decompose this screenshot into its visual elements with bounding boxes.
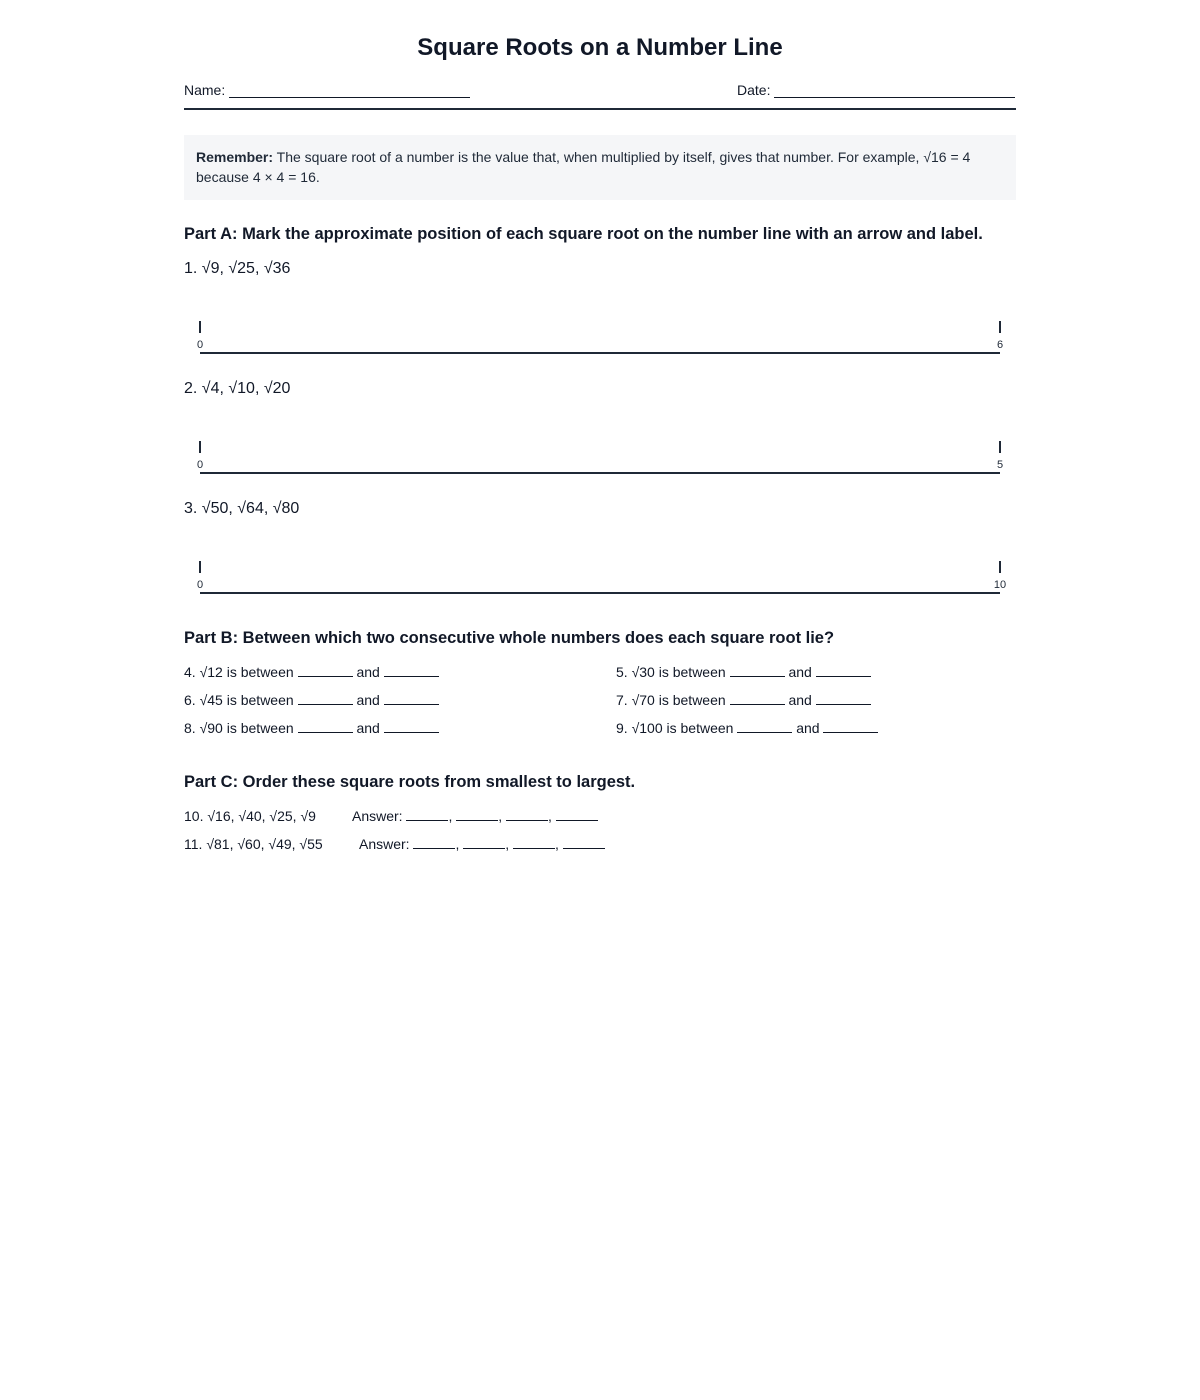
question-7 <box>616 690 871 710</box>
answer-blank-1[interactable] <box>406 806 448 821</box>
question-11 <box>184 834 1016 854</box>
question-9 <box>616 718 878 738</box>
date-label: Date: <box>737 82 771 98</box>
upper-blank[interactable] <box>384 690 439 705</box>
square-root: √45 <box>199 692 223 708</box>
answer-area: Answer: , , , <box>352 806 598 826</box>
name-date-bar <box>184 80 1016 110</box>
and-text: and <box>788 692 812 708</box>
between-text: is between <box>658 664 726 680</box>
upper-blank[interactable] <box>816 690 871 705</box>
name-label: Name: <box>184 82 226 98</box>
lower-blank[interactable] <box>730 690 785 705</box>
square-root: √12 <box>199 664 223 680</box>
between-text: is between <box>226 692 294 708</box>
upper-blank[interactable] <box>816 662 871 677</box>
max-label: 6 <box>996 339 1004 351</box>
lower-blank[interactable] <box>298 690 353 705</box>
question-2-label: 2. √4, √10, √20 <box>184 380 291 397</box>
lower-blank[interactable] <box>730 662 785 677</box>
question-5 <box>616 662 871 682</box>
answer-blank-4[interactable] <box>563 834 605 849</box>
name-field <box>184 82 470 98</box>
square-root: √100 <box>631 720 663 736</box>
part-b-heading: Part B: Between which two consecutive whole numbers does each square root lie? <box>184 629 835 647</box>
square-root: √90 <box>199 720 223 736</box>
and-text: and <box>788 664 812 680</box>
question-3-label: 3. √50, √64, √80 <box>184 500 300 517</box>
min-label: 0 <box>196 459 204 471</box>
question-number: 4. <box>184 664 196 680</box>
question-number: 5. <box>616 664 628 680</box>
answer-blank-4[interactable] <box>556 806 598 821</box>
question-number: 7. <box>616 692 628 708</box>
between-text: is between <box>226 664 294 680</box>
answer-blank-3[interactable] <box>506 806 548 821</box>
square-root: √30 <box>631 664 655 680</box>
min-label: 0 <box>196 579 204 591</box>
lower-blank[interactable] <box>737 718 792 733</box>
upper-blank[interactable] <box>384 662 439 677</box>
page-title: Square Roots on a Number Line <box>417 34 783 61</box>
answer-label: Answer: <box>352 808 403 824</box>
lower-blank[interactable] <box>298 662 353 677</box>
upper-blank[interactable] <box>823 718 878 733</box>
date-field <box>737 82 1015 98</box>
and-text: and <box>356 664 380 680</box>
question-8 <box>184 718 439 738</box>
answer-blank-2[interactable] <box>456 806 498 821</box>
answer-blank-2[interactable] <box>463 834 505 849</box>
date-blank[interactable] <box>774 83 1015 98</box>
question-number: 6. <box>184 692 196 708</box>
number-line-1[interactable] <box>184 308 1016 358</box>
order-list: 10. √16, √40, √25, √9 <box>184 808 316 824</box>
question-10 <box>184 806 1016 826</box>
number-line-3[interactable] <box>184 548 1016 598</box>
and-text: and <box>356 720 380 736</box>
question-6 <box>184 690 439 710</box>
part-c-heading: Part C: Order these square roots from smallest to largest. <box>184 773 636 791</box>
question-number: 8. <box>184 720 196 736</box>
max-label: 10 <box>993 579 1007 591</box>
question-number: 9. <box>616 720 628 736</box>
answer-label: Answer: <box>359 836 410 852</box>
remember-label: Remember: <box>196 149 274 165</box>
and-text: and <box>796 720 820 736</box>
remember-box <box>184 135 1016 200</box>
between-text: is between <box>658 692 726 708</box>
order-list: 11. √81, √60, √49, √55 <box>184 836 323 852</box>
between-text: is between <box>226 720 294 736</box>
answer-blank-3[interactable] <box>513 834 555 849</box>
lower-blank[interactable] <box>298 718 353 733</box>
answer-area: Answer: , , , <box>359 834 605 854</box>
square-root: √70 <box>631 692 655 708</box>
question-1-label: 1. √9, √25, √36 <box>184 260 291 277</box>
part-a-heading: Part A: Mark the approximate position of each square root on the number line with an arrow and label. <box>184 225 983 243</box>
between-text: is between <box>666 720 734 736</box>
min-label: 0 <box>196 339 204 351</box>
answer-blank-1[interactable] <box>413 834 455 849</box>
remember-text: The square root of a number is the value that, when multiplied by itself, gives that number. For example, √16 = 4 because 4 × 4 = 16. <box>196 149 971 185</box>
name-blank[interactable] <box>229 83 470 98</box>
max-label: 5 <box>996 459 1004 471</box>
and-text: and <box>356 692 380 708</box>
upper-blank[interactable] <box>384 718 439 733</box>
question-4 <box>184 662 439 682</box>
number-line-2[interactable] <box>184 428 1016 478</box>
